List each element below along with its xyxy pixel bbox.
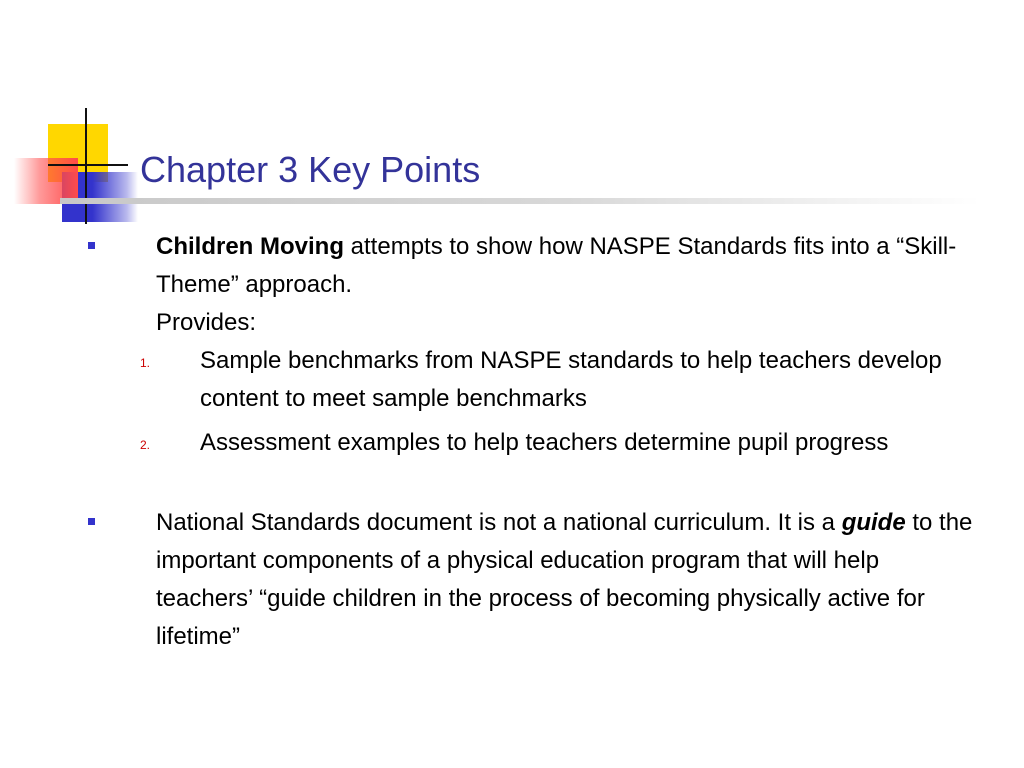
- bullet-text: attempts to show how NASPE Standards fits into a “Skill-Theme” approach.: [156, 233, 957, 298]
- numbered-item-text: Assessment examples to help teachers determine pupil progress: [200, 429, 889, 456]
- bullet-item: [80, 228, 980, 342]
- numbered-item-text: Sample benchmarks from NASPE standards to help teachers develop content to meet sample benchmarks: [200, 347, 942, 412]
- provides-text: Provides:: [156, 309, 257, 336]
- spacer: [80, 462, 980, 504]
- square-bullet-icon: [88, 242, 95, 249]
- logo-vertical-line: [85, 108, 87, 224]
- numbered-item: [80, 342, 980, 418]
- numbered-item: [80, 424, 980, 462]
- square-bullet-icon: [88, 518, 95, 525]
- emphasis-guide: guide: [841, 509, 906, 536]
- bullet-text: to the important components of a physical education program that will help teachers’ “guide children in the process of becoming physically active for lifetime”: [156, 509, 973, 650]
- slide-body: [80, 228, 980, 656]
- logo-horizontal-line: [48, 164, 128, 166]
- bullet-item: [80, 504, 980, 656]
- bold-lead-text: Children Moving: [156, 233, 344, 260]
- bullet-text: National Standards document is not a national curriculum. It is a: [156, 509, 842, 536]
- slide-title: Chapter 3 Key Points: [140, 149, 481, 190]
- item-number: 2.: [140, 438, 151, 452]
- title-underline: [60, 198, 980, 204]
- item-number: 1.: [140, 356, 151, 370]
